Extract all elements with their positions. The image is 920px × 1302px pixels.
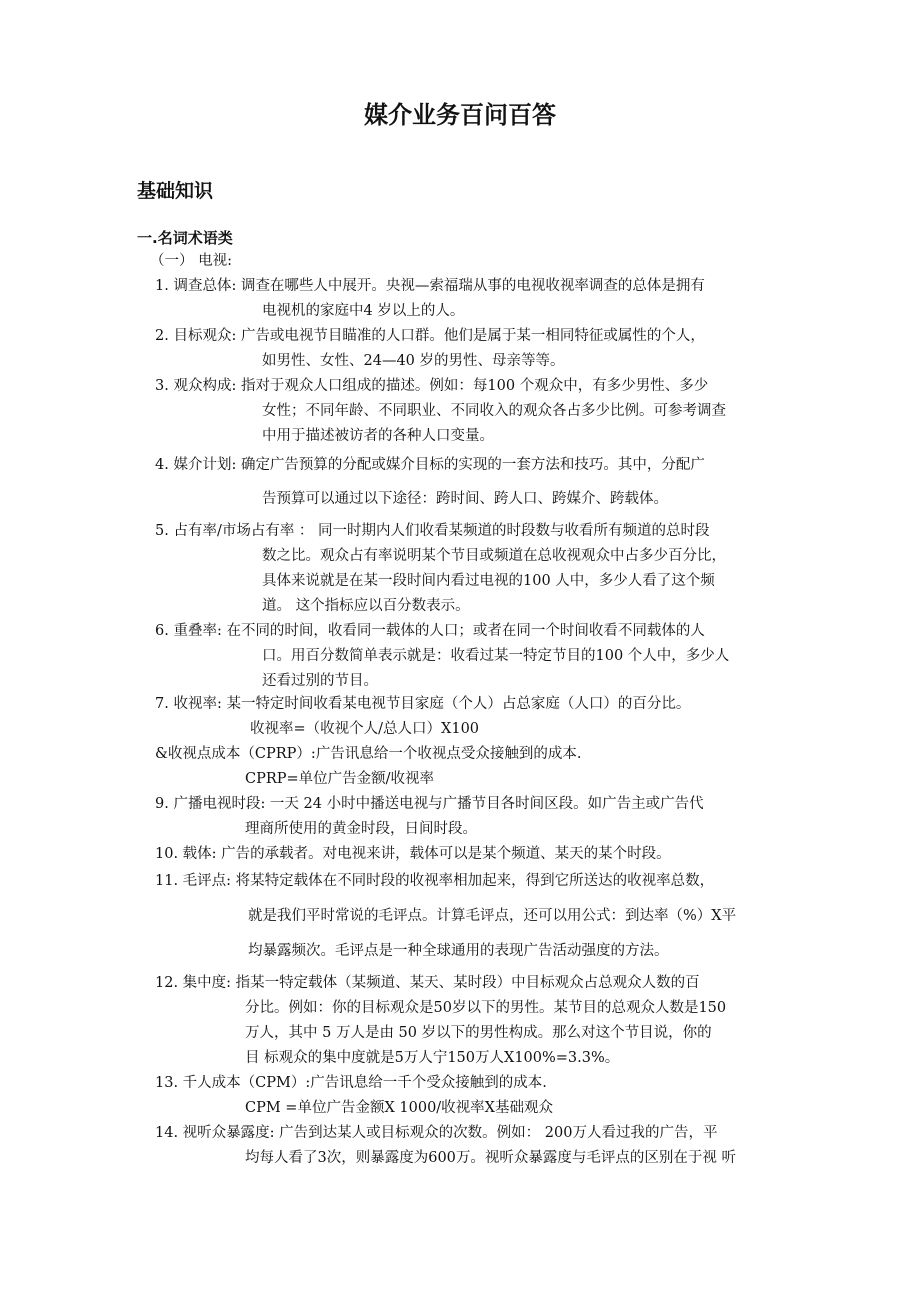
text-line: 分比。例如：你的目标观众是50岁以下的男性。某节目的总观众人数是150 (245, 1000, 727, 1016)
text-line: 如男性、女性、24—40 岁的男性、母亲等等。 (262, 353, 565, 369)
text-line: 目 标观众的集中度就是5万人宁150万人X100%=3.3%。 (245, 1050, 620, 1066)
text-line: 就是我们平时常说的毛评点。计算毛评点，还可以用公式：到达率（%）X平 (248, 908, 737, 924)
text-line: 7. 收视率: 某一特定时间收看某电视节目家庭（个人）占总家庭（人口）的百分比。 (155, 696, 691, 712)
text-line: 14. 视听众暴露度: 广告到达某人或目标观众的次数。例如： 200万人看过我的广告，平 (155, 1125, 718, 1141)
text-line: 道。 这个指标应以百分数表示。 (262, 598, 470, 614)
text-line: 9. 广播电视时段: 一天 24 小时中播送电视与广播节目各时间区段。如广告主或广告代 (155, 796, 704, 812)
text-line: 13. 千人成本（CPM）:广告讯息给一千个受众接触到的成本. (155, 1075, 547, 1091)
subsection-heading: 一.名词术语类 (137, 229, 233, 247)
text-line: 口。用百分数简单表示就是：收看过某一特定节目的100 个人中，多少人 (262, 648, 730, 664)
text-line: 3. 观众构成: 指对于观众人口组成的描述。例如：每100 个观众中，有多少男性、多少 (155, 378, 709, 394)
text-line: 5. 占有率/市场占有率 ： 同一时期内人们收看某频道的时段数与收看所有频道的总时段 (155, 523, 710, 539)
text-line: &收视点成本（CPRP）:广告讯息给一个收视点受众接触到的成本. (155, 746, 582, 762)
section-heading: 基础知识 (137, 180, 214, 202)
text-line: 中用于描述被访者的各种人口变量。 (262, 428, 494, 444)
text-line: 电视机的家庭中4 岁以上的人。 (262, 303, 465, 319)
text-line: 2. 目标观众: 广告或电视节目瞄准的人口群。他们是属于某一相同特征或属性的个人， (155, 328, 705, 344)
text-line: 收视率=（收视个人/总人口）X100 (250, 721, 480, 737)
text-line: 4. 媒介计划: 确定广告预算的分配或媒介目标的实现的一套方法和技巧。其中，分配广 (155, 457, 705, 473)
text-line: 理商所使用的黄金时段，日间时段。 (245, 821, 477, 837)
text-line: 12. 集中度: 指某一特定载体（某频道、某天、某时段）中目标观众占总观众人数的百 (155, 975, 700, 991)
category-label: （一） 电视: (150, 253, 232, 269)
text-line: 1. 调查总体: 调查在哪些人中展开。央视—索福瑞从事的电视收视率调查的总体是拥有 (155, 278, 705, 294)
text-line: CPM =单位广告金额X 1000/收视率X基础观众 (245, 1100, 553, 1116)
text-line: 均暴露频次。毛评点是一种全球通用的表现广告活动强度的方法。 (248, 943, 669, 959)
text-line: 具体来说就是在某一段时间内看过电视的100 人中，多少人看了这个频 (262, 573, 715, 589)
text-line: 还看过别的节目。 (262, 673, 378, 689)
text-line: 10. 载体: 广告的承载者。对电视来讲，载体可以是某个频道、某天的某个时段。 (155, 846, 671, 862)
text-line: 女性；不同年龄、不同职业、不同收入的观众各占多少比例。可参考调查 (262, 403, 726, 419)
text-line: 均每人看了3次，则暴露度为600万。视听众暴露度与毛评点的区别在于视 听 (245, 1150, 737, 1166)
text-line: 万人，其中 5 万人是由 50 岁以下的男性构成。那么对这个节目说，你的 (245, 1025, 712, 1041)
text-line: 数之比。观众占有率说明某个节目或频道在总收视观众中占多少百分比， (262, 548, 726, 564)
text-line: 6. 重叠率: 在不同的时间，收看同一载体的人口；或者在同一个时间收看不同载体的人 (155, 623, 705, 639)
page-title: 媒介业务百问百答 (364, 101, 556, 129)
text-line: CPRP=单位广告金额/收视率 (245, 771, 435, 787)
text-line: 11. 毛评点: 将某特定载体在不同时段的收视率相加起来，得到它所送达的收视率总数， (155, 873, 715, 889)
text-line: 告预算可以通过以下途径：跨时间、跨人口、跨媒介、跨载体。 (262, 491, 668, 507)
